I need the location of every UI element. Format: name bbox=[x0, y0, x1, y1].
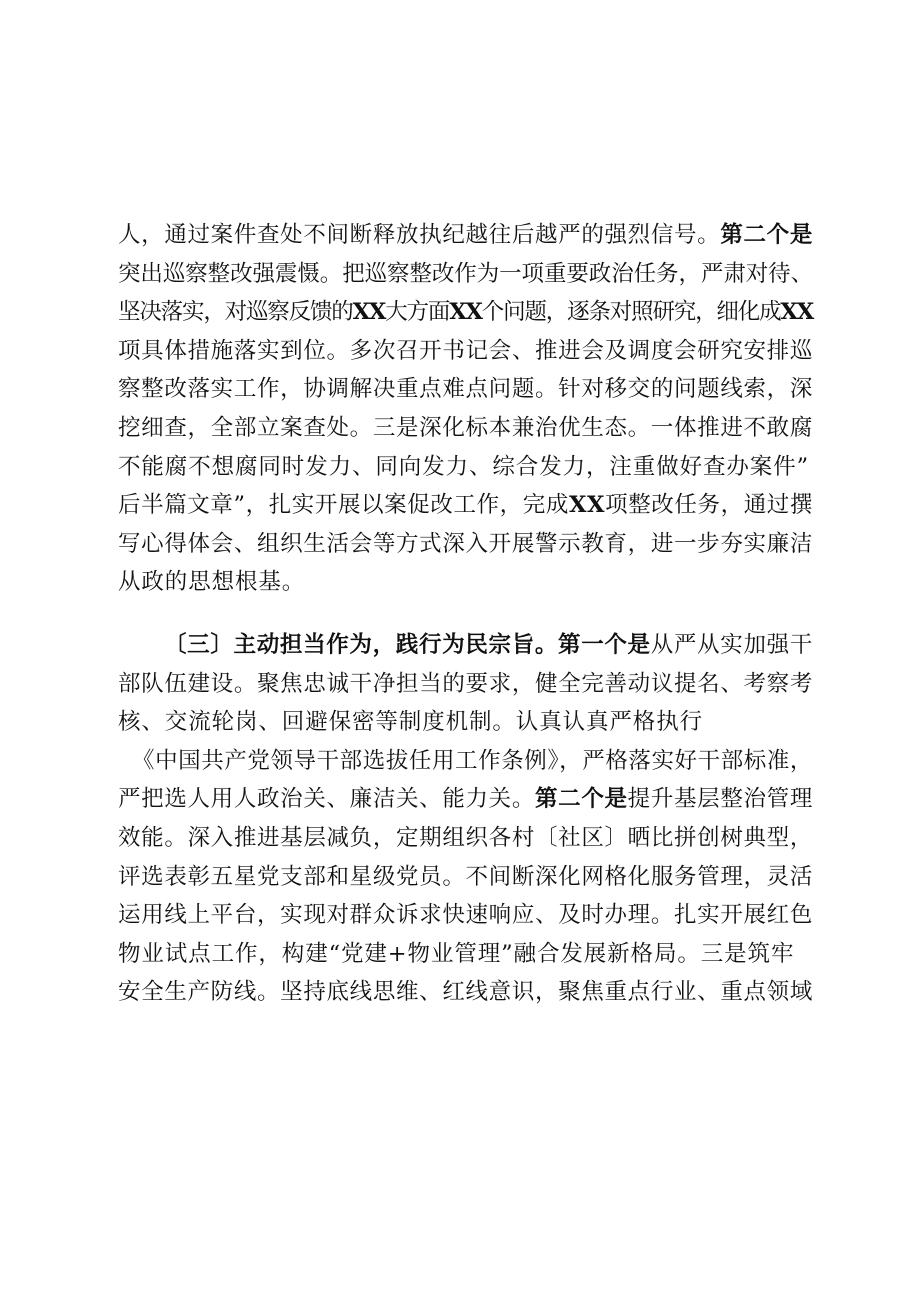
text-line bbox=[164, 634, 813, 657]
text-line bbox=[118, 453, 810, 480]
text-line bbox=[118, 863, 813, 890]
text-run: 突出巡察整改强震慑。把巡察整改作为一项重要政治任务，严肃对待、 bbox=[118, 260, 813, 287]
bold-text-run: XX bbox=[449, 299, 482, 326]
text-run: 项具体措施落实到位。多次召开书记会、推进会及调度会研究安排巡 bbox=[118, 337, 813, 364]
text-run: 从政的思想根基。 bbox=[118, 569, 306, 596]
text-run: 挖细查，全部立案查处。三是深化标本兼治优生态。一体推进不敢腐 bbox=[118, 415, 813, 441]
text-run: 不能腐不想腐同时发力、同向发力、综合发力，注重做好查办案件” bbox=[118, 453, 810, 480]
text-line bbox=[118, 378, 813, 401]
bold-text-run: XX bbox=[352, 299, 386, 326]
text-line bbox=[118, 670, 813, 697]
text-run: 人，通过案件查处不间断释放执纪越往后越严的强烈信号。 bbox=[118, 222, 721, 248]
text-run: 项整改任务，通过撰 bbox=[605, 492, 813, 519]
text-line bbox=[118, 711, 703, 734]
text-run: 核、交流轮岗、回避保密等制度机制。认真认真严格执行 bbox=[118, 709, 704, 736]
bold-text-run: 第二个是 bbox=[535, 786, 628, 813]
text-line bbox=[118, 981, 813, 1004]
text-line bbox=[118, 571, 305, 594]
text-run: 提升基层整治管理 bbox=[627, 786, 814, 813]
text-run: 安全生产防线。坚持底线思维、红线意识，聚焦重点行业、重点领域 bbox=[118, 979, 813, 1006]
text-run: 评选表彰五星党支部和星级党员。不间断深化网格化服务管理，灵活 bbox=[118, 863, 813, 890]
text-run: 个问题，逐条对照研究，细化成 bbox=[481, 299, 781, 326]
text-line bbox=[118, 940, 795, 967]
bold-text-run: 第二个是 bbox=[720, 222, 813, 248]
text-run: 运用线上平台，实现对群众诉求快速响应、及时办理。扎实开展红色 bbox=[118, 902, 813, 929]
text-run: 物业试点工作，构建“党建+物业管理”融合发展新格局。三是筑牢 bbox=[118, 940, 795, 967]
text-run: 严把选人用人政治关、廉洁关、能力关。 bbox=[118, 786, 535, 813]
bold-text-run: XX bbox=[568, 492, 606, 519]
text-line bbox=[118, 904, 813, 927]
text-run: 大方面 bbox=[385, 299, 450, 326]
text-line bbox=[118, 417, 813, 440]
text-line bbox=[118, 827, 813, 850]
text-line bbox=[132, 747, 813, 774]
text-line bbox=[118, 301, 813, 324]
text-run: 写心得体会、组织生活会等方式深入开展警示教育，进一步夯实廉洁 bbox=[118, 530, 813, 557]
text-line bbox=[118, 224, 813, 247]
text-run: 从严从实加强干 bbox=[650, 632, 813, 658]
bold-text-run: XX bbox=[780, 299, 813, 326]
text-run: 察整改落实工作，协调解决重点难点问题。针对移交的问题线索，深 bbox=[118, 376, 813, 403]
text-run: 《中国共产党领导干部选拔任用工作条例》，严格落实好干部标准， bbox=[132, 747, 813, 774]
text-line bbox=[118, 530, 813, 557]
text-line bbox=[118, 494, 813, 517]
text-run: 效能。深入推进基层减负，定期组织各村〔社区〕晒比拼创树典型， bbox=[118, 825, 813, 851]
text-line bbox=[118, 337, 813, 364]
bold-text-run: 〔三〕主动担当作为，践行为民宗旨。第一个是 bbox=[164, 632, 651, 658]
text-run: 坚决落实，对巡察反馈的 bbox=[118, 299, 353, 326]
text-line bbox=[118, 260, 813, 287]
text-line bbox=[118, 788, 813, 811]
text-run: 后半篇文章”，扎实开展以案促改工作，完成 bbox=[118, 492, 569, 519]
text-run: 部队伍建设。聚焦忠诚干净担当的要求，健全完善动议提名、考察考 bbox=[118, 670, 813, 697]
